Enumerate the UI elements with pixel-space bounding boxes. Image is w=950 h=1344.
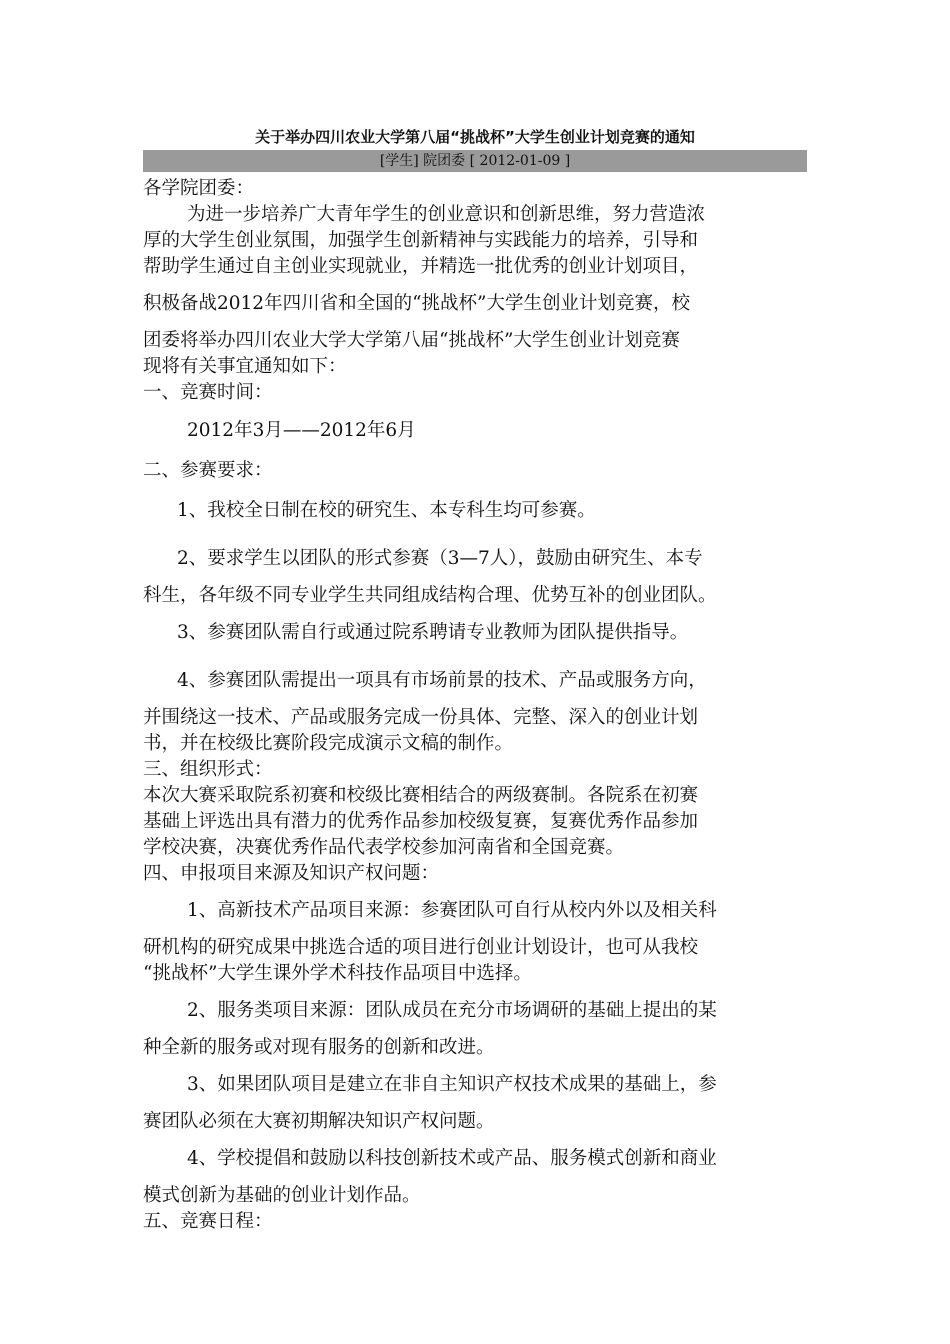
body-line: 学校决赛，决赛优秀作品代表学校参加河南省和全国竞赛。 — [143, 837, 625, 858]
document-page — [143, 120, 807, 1235]
section-heading: 一、竞赛时间： — [143, 382, 273, 403]
section-heading: 四、申报项目来源及知识产权问题： — [143, 863, 440, 884]
body-line: 书，并在校级比赛阶段完成演示文稿的制作。 — [143, 733, 514, 754]
section-heading: 二、参赛要求： — [143, 460, 273, 481]
list-item: 3、参赛团队需自行或通过院系聘请专业教师为团队提供指导。 — [177, 622, 689, 643]
body-line: 并围绕这一技术、产品或服务完成一份具体、完整、深入的创业计划 — [143, 707, 699, 728]
body-line: 科生，各年级不同专业学生共同组成结构合理、优势互补的创业团队。 — [143, 585, 717, 606]
body-line: 2012年3月——2012年6月 — [187, 420, 416, 441]
body-line: 基础上评选出具有潜力的优秀作品参加校级复赛，复赛优秀作品参加 — [143, 811, 699, 832]
list-item: 3、如果团队项目是建立在非自主知识产权技术成果的基础上，参 — [187, 1074, 717, 1095]
list-item: 4、学校提倡和鼓励以科技创新技术或产品、服务模式创新和商业 — [187, 1148, 717, 1169]
body-line: 团委将举办四川农业大学大学第八届“挑战杯”大学生创业计划竞赛 — [143, 330, 680, 351]
body-line: 种全新的服务或对现有服务的创新和改进。 — [143, 1037, 495, 1058]
document-body — [143, 176, 807, 1235]
list-item: 2、服务类项目来源：团队成员在充分市场调研的基础上提出的某 — [187, 1000, 717, 1021]
body-line: 本次大赛采取院系初赛和校级比赛相结合的两级赛制。各院系在初赛 — [143, 785, 699, 806]
body-line: 赛团队必须在大赛初期解决知识产权问题。 — [143, 1111, 495, 1132]
body-line: 现将有关事宜通知如下： — [143, 356, 347, 377]
body-line: 积极备战2012年四川省和全国的“挑战杯”大学生创业计划竞赛，校 — [143, 293, 690, 314]
salutation: 各学院团委： — [143, 178, 255, 199]
list-item: 2、要求学生以团队的形式参赛（3—7人），鼓励由研究生、本专 — [177, 548, 703, 569]
document-title: 关于举办四川农业大学第八届“挑战杯”大学生创业计划竞赛的通知 — [255, 128, 695, 146]
section-heading: 三、组织形式： — [143, 759, 273, 780]
list-item: 1、我校全日制在校的研究生、本专科生均可参赛。 — [177, 500, 596, 521]
section-heading: 五、竞赛日程： — [143, 1211, 273, 1232]
body-line: 研机构的研究成果中挑选合适的项目进行创业计划设计，也可从我校 — [143, 937, 699, 958]
body-line: 帮助学生通过自主创业实现就业，并精选一批优秀的创业计划项目， — [143, 256, 699, 277]
list-item: 1、高新技术产品项目来源：参赛团队可自行从校内外以及相关科 — [187, 900, 717, 921]
body-line: “挑战杯”大学生课外学术科技作品项目中选择。 — [143, 963, 532, 984]
document-meta-bar: [学生] 院团委 [ 2012-01-09 ] — [143, 150, 807, 172]
list-item: 4、参赛团队需提出一项具有市场前景的技术、产品或服务方向， — [177, 670, 707, 691]
body-line: 模式创新为基础的创业计划作品。 — [143, 1185, 421, 1206]
body-line: 厚的大学生创业氛围，加强学生创新精神与实践能力的培养，引导和 — [143, 230, 699, 251]
body-line: 为进一步培养广大青年学生的创业意识和创新思维，努力营造浓 — [187, 204, 706, 225]
